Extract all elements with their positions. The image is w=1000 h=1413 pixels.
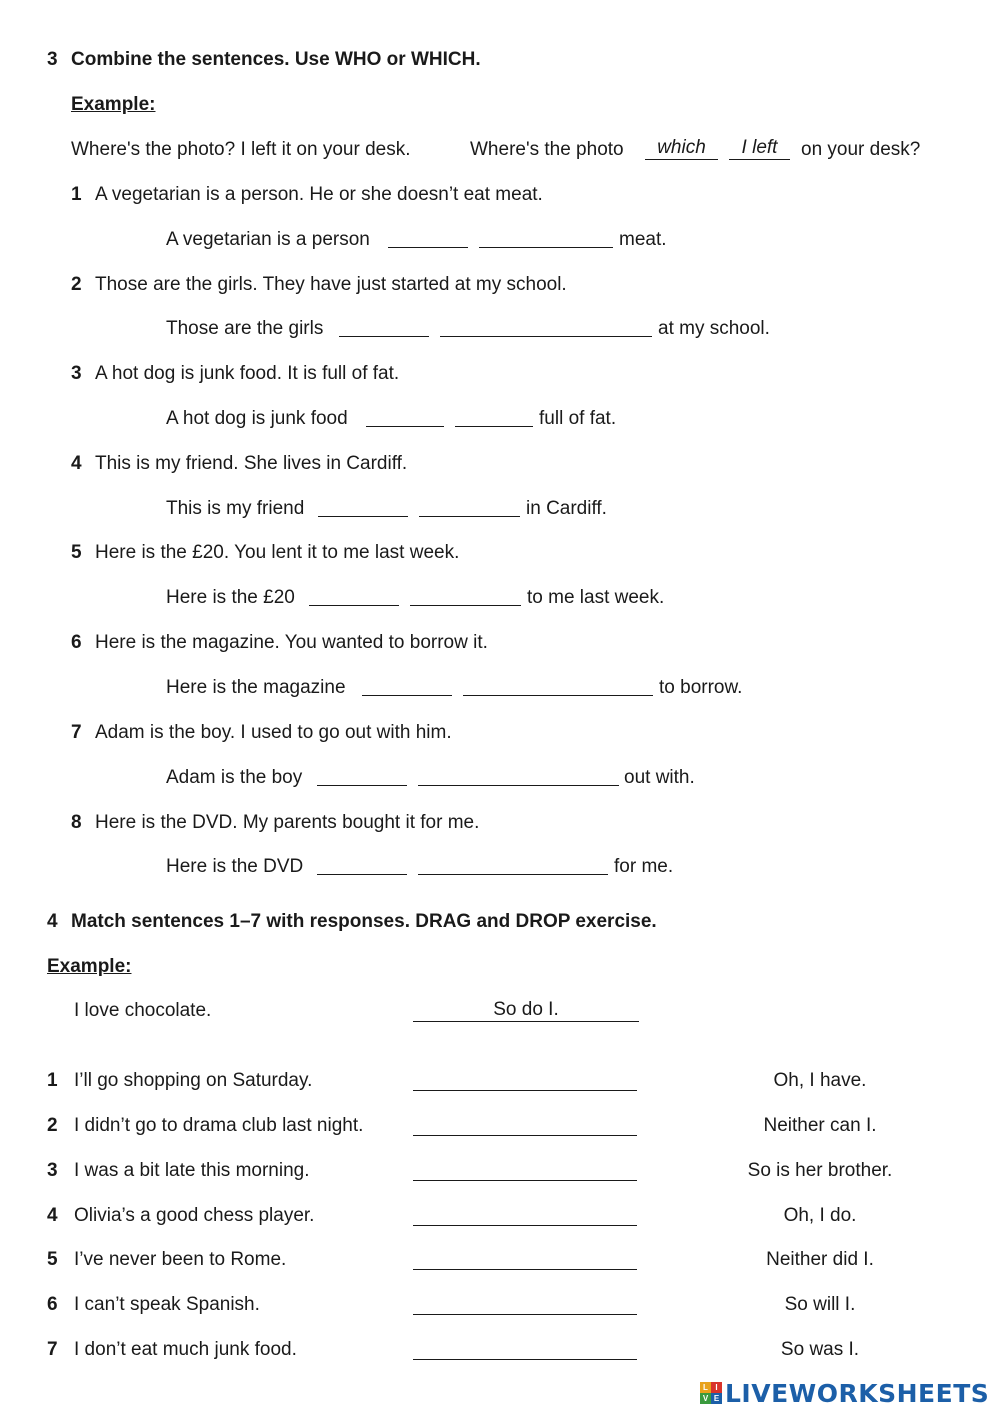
ex3-example-after: on your desk? — [801, 139, 921, 160]
answer-blank[interactable] — [410, 585, 521, 606]
ex3-item-after: meat. — [619, 229, 667, 250]
ex3-item-before: A hot dog is junk food — [166, 408, 348, 429]
ex4-item-number: 7 — [47, 1339, 58, 1360]
ex4-item-number: 1 — [47, 1070, 58, 1091]
ex3-item-before: Here is the £20 — [166, 587, 295, 608]
ex3-example-question: Where's the photo? I left it on your desk. — [71, 139, 411, 160]
answer-blank[interactable] — [317, 765, 407, 786]
ex4-item-sentence: Olivia’s a good chess player. — [74, 1205, 315, 1226]
liveworksheets-logo — [700, 1378, 989, 1408]
answer-blank[interactable] — [463, 675, 653, 696]
ex3-item-question: Here is the £20. You lent it to me last week. — [95, 542, 460, 563]
drag-response[interactable]: So is her brother. — [747, 1160, 893, 1181]
answer-blank[interactable] — [479, 227, 613, 248]
ex3-item-before: Those are the girls — [166, 318, 324, 339]
ex3-item-before: Here is the DVD — [166, 856, 304, 877]
answer-blank[interactable] — [418, 765, 619, 786]
ex3-item-after: in Cardiff. — [526, 498, 607, 519]
answer-blank[interactable] — [418, 854, 608, 875]
ex3-item-number: 6 — [71, 632, 82, 653]
drop-target[interactable] — [413, 1070, 637, 1091]
ex3-item-after: full of fat. — [539, 408, 617, 429]
ex3-item-question: Here is the DVD. My parents bought it for me. — [95, 812, 480, 833]
drag-response[interactable]: Neither can I. — [763, 1115, 877, 1136]
ex4-item-number: 2 — [47, 1115, 58, 1136]
ex3-number: 3 — [47, 49, 58, 70]
drag-response[interactable]: So will I. — [784, 1294, 856, 1315]
answer-blank[interactable] — [309, 585, 399, 606]
ex3-example-answer-2: I left — [729, 137, 790, 160]
ex3-item-question: A vegetarian is a person. He or she doesn’t eat meat. — [95, 184, 543, 205]
ex3-item-before: Here is the magazine — [166, 677, 346, 698]
ex4-number: 4 — [47, 911, 58, 932]
answer-blank[interactable] — [388, 227, 468, 248]
ex3-item-after: for me. — [614, 856, 674, 877]
ex3-item-before: This is my friend — [166, 498, 305, 519]
answer-blank[interactable] — [317, 854, 407, 875]
ex4-title: Match sentences 1–7 with responses. DRAG and DROP exercise. — [71, 911, 657, 932]
drop-target[interactable] — [413, 1294, 637, 1315]
answer-blank[interactable] — [318, 496, 408, 517]
ex4-item-number: 5 — [47, 1249, 58, 1270]
drop-target[interactable] — [413, 1249, 637, 1270]
answer-blank[interactable] — [440, 316, 652, 337]
ex3-example-answer-1: which — [645, 137, 718, 160]
liveworksheets-badge-icon: L I V E — [700, 1382, 722, 1404]
ex4-item-sentence: I didn’t go to drama club last night. — [74, 1115, 364, 1136]
ex4-item-sentence: I was a bit late this morning. — [74, 1160, 310, 1181]
ex3-item-question: This is my friend. She lives in Cardiff. — [95, 453, 408, 474]
ex3-item-number: 2 — [71, 274, 82, 295]
ex3-item-after: at my school. — [658, 318, 770, 339]
ex4-example-answer: So do I. — [413, 999, 639, 1022]
ex4-item-number: 4 — [47, 1205, 58, 1226]
drag-response[interactable]: Neither did I. — [766, 1249, 874, 1270]
ex3-example-label: Example: — [71, 94, 156, 115]
liveworksheets-wordmark: LIVEWORKSHEETS — [725, 1378, 990, 1408]
ex4-item-sentence: I don’t eat much junk food. — [74, 1339, 297, 1360]
answer-blank[interactable] — [339, 316, 429, 337]
ex3-item-number: 3 — [71, 363, 82, 384]
ex3-item-after: to borrow. — [659, 677, 743, 698]
ex3-title: Combine the sentences. Use WHO or WHICH. — [71, 49, 481, 70]
drop-target[interactable] — [413, 1160, 637, 1181]
ex3-item-after: to me last week. — [527, 587, 665, 608]
answer-blank[interactable] — [419, 496, 520, 517]
drag-response[interactable]: So was I. — [780, 1339, 860, 1360]
ex3-item-before: Adam is the boy — [166, 767, 303, 788]
ex4-item-sentence: I’ve never been to Rome. — [74, 1249, 287, 1270]
ex3-item-after: out with. — [624, 767, 695, 788]
ex3-item-question: A hot dog is junk food. It is full of fat. — [95, 363, 400, 384]
ex3-item-before: A vegetarian is a person — [166, 229, 370, 250]
ex4-example-label: Example: — [47, 956, 132, 977]
ex3-example-before: Where's the photo — [470, 139, 624, 160]
ex3-item-number: 1 — [71, 184, 82, 205]
drag-response[interactable]: Oh, I do. — [783, 1205, 857, 1226]
ex4-example-question: I love chocolate. — [74, 1000, 212, 1021]
drop-target[interactable] — [413, 1205, 637, 1226]
answer-blank[interactable] — [362, 675, 452, 696]
ex4-item-sentence: I can’t speak Spanish. — [74, 1294, 260, 1315]
ex4-item-number: 6 — [47, 1294, 58, 1315]
ex3-item-question: Here is the magazine. You wanted to borrow it. — [95, 632, 488, 653]
drop-target[interactable] — [413, 1115, 637, 1136]
drag-response[interactable]: Oh, I have. — [773, 1070, 867, 1091]
ex3-item-question: Adam is the boy. I used to go out with him. — [95, 722, 452, 743]
ex3-item-number: 7 — [71, 722, 82, 743]
ex3-item-number: 5 — [71, 542, 82, 563]
drop-target[interactable] — [413, 1339, 637, 1360]
ex3-item-number: 4 — [71, 453, 82, 474]
ex3-item-question: Those are the girls. They have just started at my school. — [95, 274, 567, 295]
ex4-item-sentence: I’ll go shopping on Saturday. — [74, 1070, 313, 1091]
ex3-item-number: 8 — [71, 812, 82, 833]
ex4-item-number: 3 — [47, 1160, 58, 1181]
answer-blank[interactable] — [366, 406, 444, 427]
answer-blank[interactable] — [455, 406, 533, 427]
